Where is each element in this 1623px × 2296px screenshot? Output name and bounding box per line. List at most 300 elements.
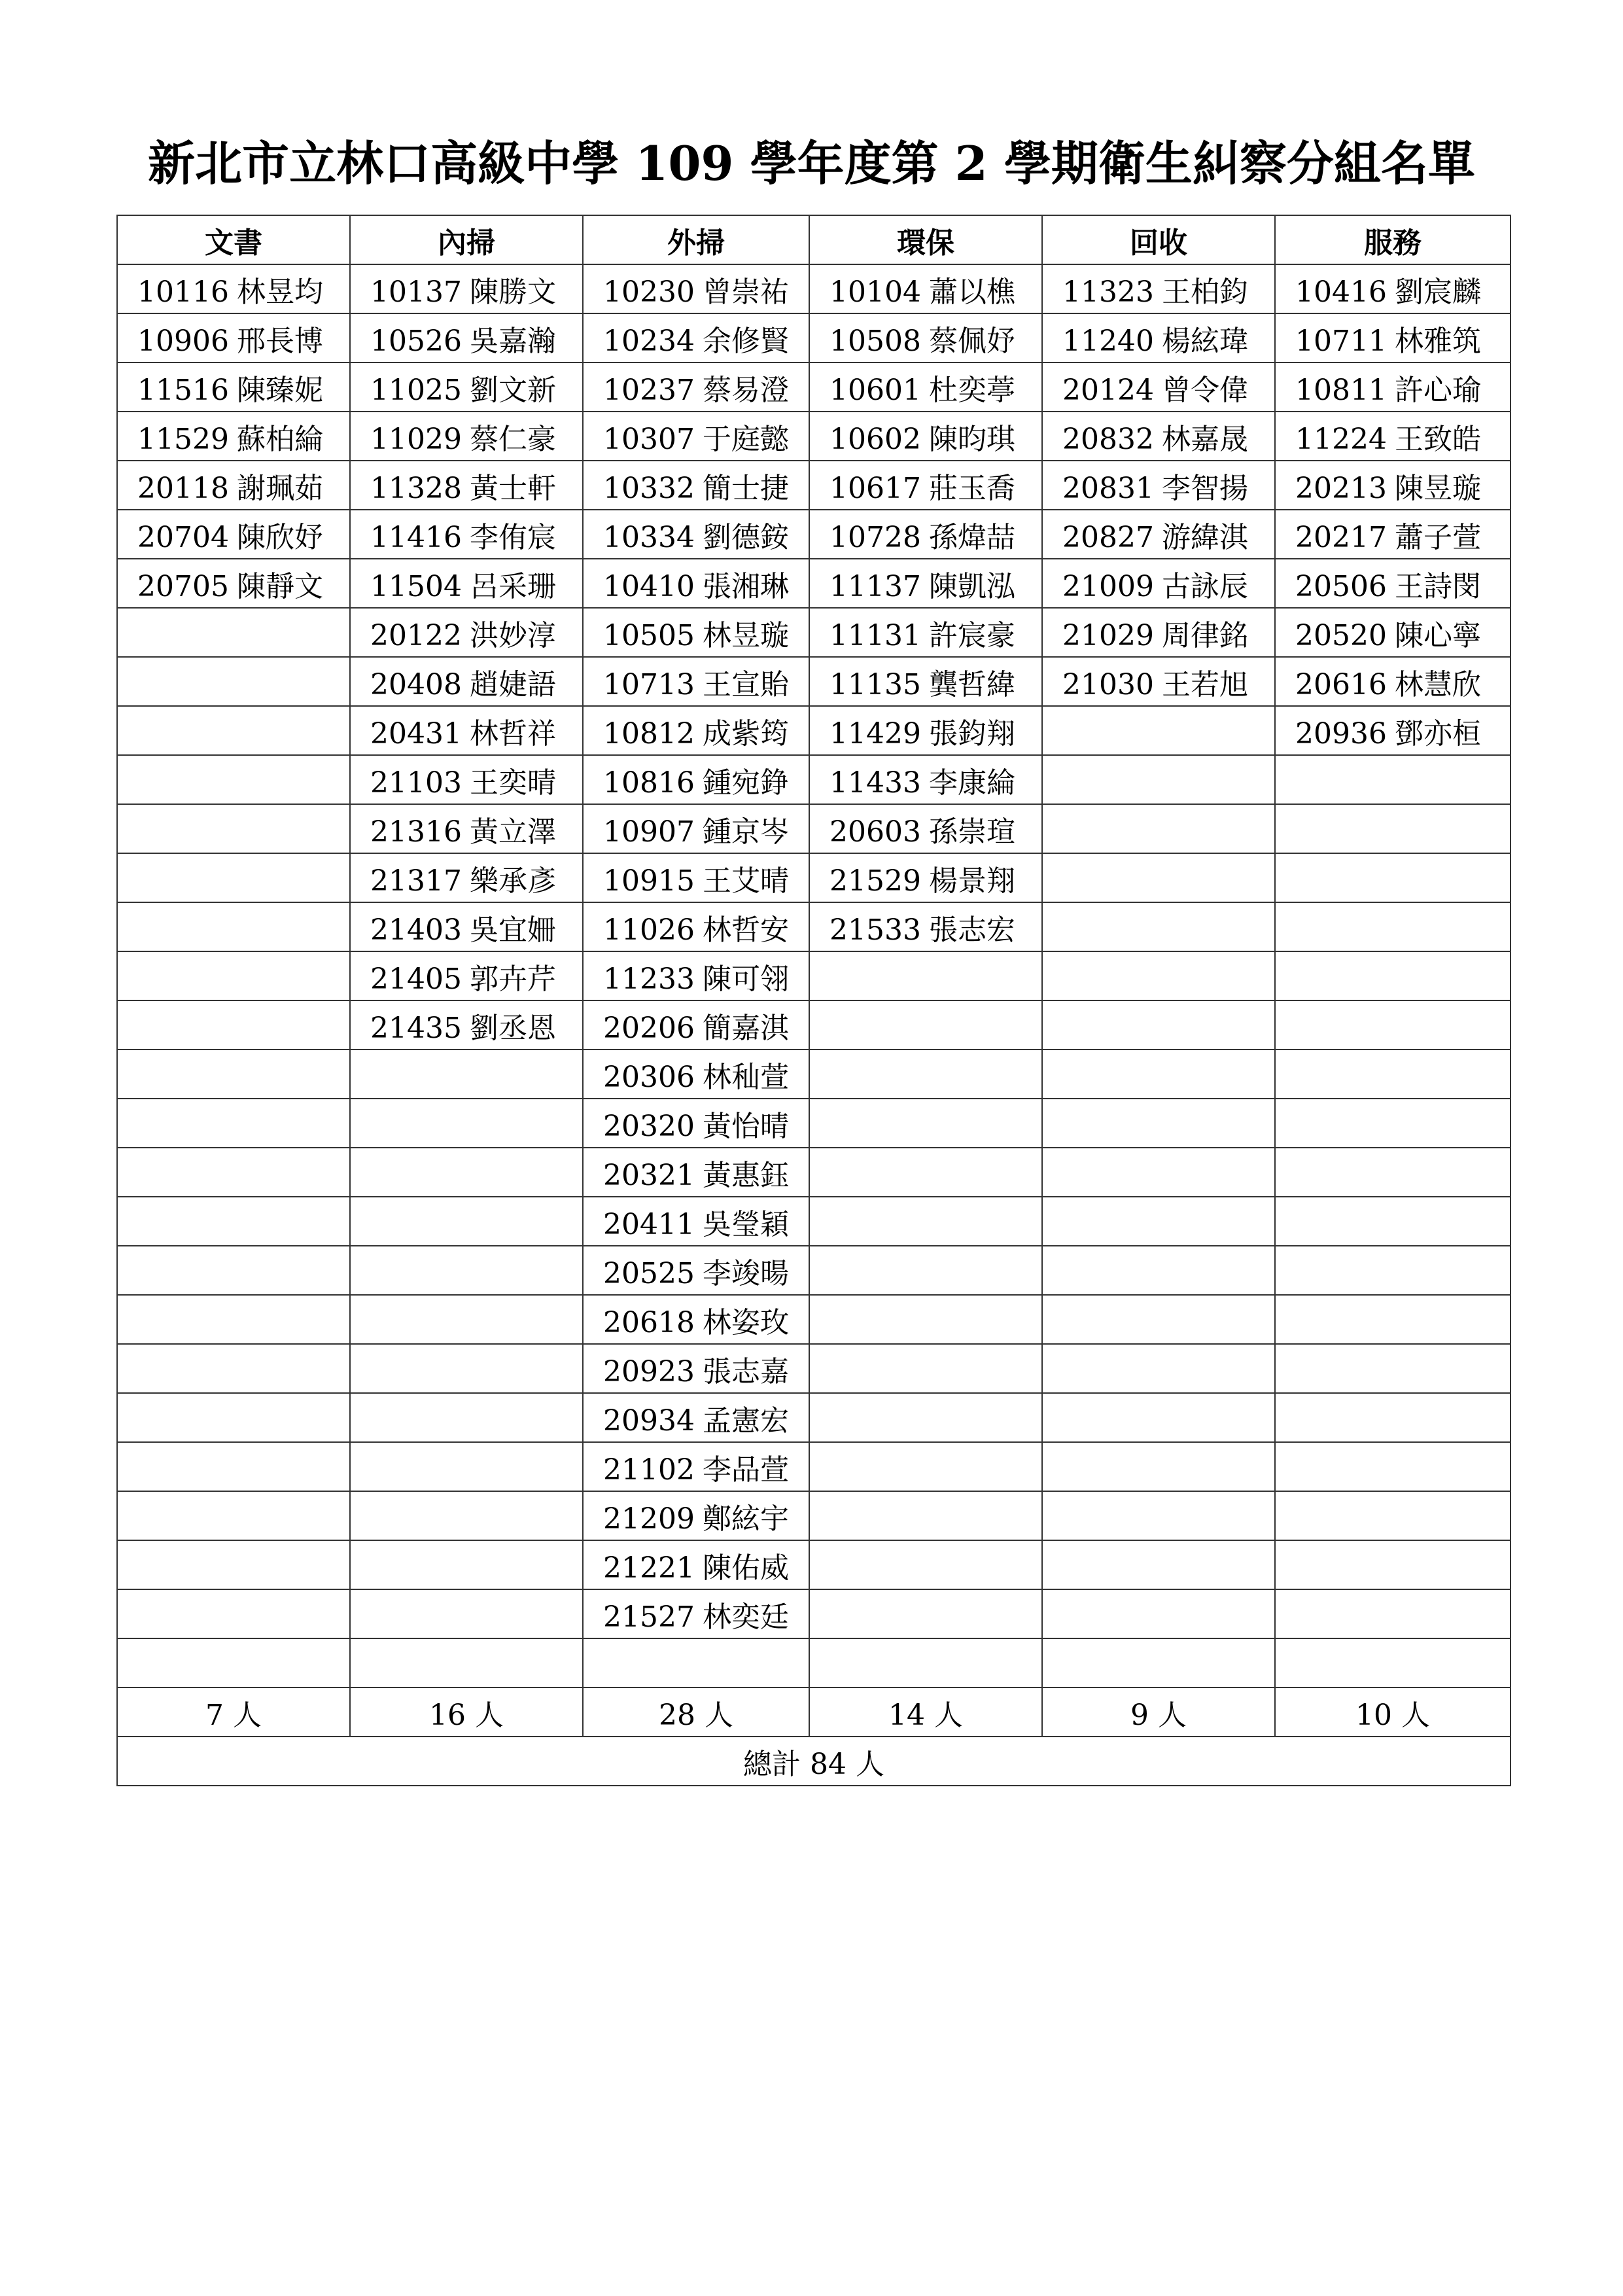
- student-name: 游緯淇: [1161, 520, 1248, 554]
- table-row: [117, 1148, 1510, 1197]
- student-id: 11224: [1295, 422, 1387, 456]
- student-name: 王艾晴: [702, 864, 789, 898]
- total-row: [117, 1737, 1510, 1786]
- member-cell: [1042, 755, 1275, 804]
- table-row: [117, 706, 1510, 755]
- member-cell: [809, 510, 1042, 559]
- member-cell: [809, 1442, 1042, 1491]
- student-name: 曾令偉: [1161, 373, 1248, 407]
- student-name: 余修賢: [702, 324, 789, 358]
- student-id: 10237: [603, 373, 695, 407]
- member-cell: [809, 1540, 1042, 1589]
- member-cell: [1042, 902, 1275, 951]
- member-cell: [583, 608, 809, 657]
- member-cell: [583, 1148, 809, 1197]
- member-cell: [117, 804, 350, 853]
- member-cell: [1042, 313, 1275, 362]
- student-id: 11429: [829, 716, 921, 751]
- student-name: 蕭以樵: [928, 275, 1015, 309]
- student-name: 黃惠鈺: [702, 1158, 789, 1192]
- member-cell: [350, 362, 583, 412]
- student-id: 21403: [370, 913, 462, 947]
- student-name: 曾崇祐: [702, 275, 789, 309]
- member-cell: [1275, 1589, 1510, 1638]
- member-cell: [583, 1442, 809, 1491]
- student-id: 11135: [829, 667, 921, 701]
- member-cell: [809, 1344, 1042, 1393]
- member-cell: [350, 1491, 583, 1540]
- student-name: 林雅筑: [1394, 324, 1481, 358]
- member-cell: [1275, 755, 1510, 804]
- student-id: 10332: [603, 471, 695, 505]
- student-name: 林哲祥: [469, 716, 556, 751]
- member-cell: [583, 1589, 809, 1638]
- member-cell: [583, 951, 809, 1000]
- table-row: [117, 1295, 1510, 1344]
- member-cell: [809, 313, 1042, 362]
- student-id: 11131: [829, 618, 921, 652]
- group-count: 9 人: [1042, 1687, 1275, 1737]
- student-id: 20520: [1295, 618, 1387, 652]
- member-cell: [583, 313, 809, 362]
- student-id: 10906: [137, 324, 229, 358]
- member-cell: [1275, 1050, 1510, 1099]
- student-name: 杜奕葶: [928, 373, 1015, 407]
- group-count: 10 人: [1275, 1687, 1510, 1737]
- student-name: 吳瑩穎: [702, 1207, 789, 1241]
- member-cell: [350, 1099, 583, 1148]
- member-cell: [583, 264, 809, 313]
- member-cell: [809, 264, 1042, 313]
- student-id: 21317: [370, 864, 462, 898]
- student-id: 20217: [1295, 520, 1387, 554]
- member-cell: [583, 902, 809, 951]
- member-cell: [1275, 1148, 1510, 1197]
- member-cell: [809, 1148, 1042, 1197]
- member-cell: [583, 412, 809, 461]
- student-name: 李竣暘: [702, 1256, 789, 1290]
- student-name: 楊景翔: [928, 864, 1015, 898]
- member-cell: [1275, 362, 1510, 412]
- member-cell: [809, 1393, 1042, 1442]
- group-count: 7 人: [117, 1687, 350, 1737]
- student-id: 11240: [1062, 324, 1154, 358]
- member-cell: [350, 1295, 583, 1344]
- member-cell: [350, 853, 583, 902]
- student-id: 21435: [370, 1011, 462, 1045]
- table-row: [117, 804, 1510, 853]
- student-id: 20827: [1062, 520, 1154, 554]
- column-header-fuwu: 服務: [1275, 215, 1510, 264]
- member-cell: [809, 1295, 1042, 1344]
- member-cell: [1042, 1295, 1275, 1344]
- member-cell: [809, 1246, 1042, 1295]
- student-id: 10713: [603, 667, 695, 701]
- student-id: 20704: [137, 520, 229, 554]
- member-cell: [117, 1589, 350, 1638]
- member-cell: [809, 1099, 1042, 1148]
- member-cell: [1042, 362, 1275, 412]
- student-name: 王奕晴: [469, 766, 556, 800]
- member-cell: [1275, 951, 1510, 1000]
- member-cell: [117, 608, 350, 657]
- table-row: [117, 1540, 1510, 1589]
- member-cell: [1042, 559, 1275, 608]
- student-name: 劉宸麟: [1394, 275, 1481, 309]
- member-cell: [583, 362, 809, 412]
- student-id: 10601: [829, 373, 921, 407]
- member-cell: [1275, 1099, 1510, 1148]
- table-row: [117, 1246, 1510, 1295]
- member-cell: [350, 1246, 583, 1295]
- student-id: 10602: [829, 422, 921, 456]
- member-cell: [350, 559, 583, 608]
- student-name: 王若旭: [1161, 667, 1248, 701]
- student-name: 張湘琳: [702, 569, 789, 603]
- student-name: 古詠辰: [1161, 569, 1248, 603]
- student-id: 10907: [603, 815, 695, 849]
- student-name: 于庭懿: [702, 422, 789, 456]
- member-cell: [583, 657, 809, 706]
- member-cell: [1275, 608, 1510, 657]
- member-cell: [1275, 264, 1510, 313]
- student-name: 林姿玫: [702, 1305, 789, 1339]
- member-cell: [583, 1344, 809, 1393]
- student-name: 劉德銨: [702, 520, 789, 554]
- student-name: 邢長博: [236, 324, 323, 358]
- member-cell: [809, 804, 1042, 853]
- student-id: 21102: [603, 1453, 695, 1487]
- student-id: 10711: [1295, 324, 1387, 358]
- student-id: 20320: [603, 1109, 695, 1143]
- member-cell: [350, 1393, 583, 1442]
- student-name: 陳佑威: [702, 1551, 789, 1585]
- student-name: 林奕廷: [702, 1600, 789, 1634]
- member-cell: [1042, 804, 1275, 853]
- member-cell: [1275, 1393, 1510, 1442]
- member-cell: [1275, 1442, 1510, 1491]
- member-cell: [1042, 412, 1275, 461]
- table-row: [117, 264, 1510, 313]
- student-name: 簡士捷: [702, 471, 789, 505]
- member-cell: [1042, 510, 1275, 559]
- student-name: 許心瑜: [1394, 373, 1481, 407]
- student-id: 20616: [1295, 667, 1387, 701]
- member-cell: [809, 1000, 1042, 1050]
- member-cell: [809, 1197, 1042, 1246]
- member-cell: [809, 412, 1042, 461]
- member-cell: [117, 1246, 350, 1295]
- member-cell: [117, 1099, 350, 1148]
- student-id: 10526: [370, 324, 462, 358]
- student-name: 蕭子萱: [1394, 520, 1481, 554]
- student-id: 11516: [137, 373, 229, 407]
- student-id: 20525: [603, 1256, 695, 1290]
- member-cell: [350, 264, 583, 313]
- member-cell: [809, 755, 1042, 804]
- student-name: 樂承彥: [469, 864, 556, 898]
- member-cell: [117, 1491, 350, 1540]
- member-cell: [1275, 853, 1510, 902]
- member-cell: [1042, 1540, 1275, 1589]
- member-cell: [1275, 559, 1510, 608]
- student-id: 10617: [829, 471, 921, 505]
- student-id: 20603: [829, 815, 921, 849]
- member-cell: [1042, 264, 1275, 313]
- student-name: 黃立澤: [469, 815, 556, 849]
- member-cell: [1275, 657, 1510, 706]
- student-name: 楊絃瑋: [1161, 324, 1248, 358]
- member-cell: [117, 902, 350, 951]
- group-count: 16 人: [350, 1687, 583, 1737]
- student-id: 21529: [829, 864, 921, 898]
- student-name: 李侑宸: [469, 520, 556, 554]
- member-cell: [117, 853, 350, 902]
- student-id: 20306: [603, 1060, 695, 1094]
- student-name: 鍾京岑: [702, 815, 789, 849]
- member-cell: [1042, 1491, 1275, 1540]
- member-cell: [117, 461, 350, 510]
- column-header-wenshu: 文書: [117, 215, 350, 264]
- member-cell: [350, 1638, 583, 1687]
- student-id: 20213: [1295, 471, 1387, 505]
- member-cell: [583, 853, 809, 902]
- table-row: [117, 1000, 1510, 1050]
- member-cell: [350, 608, 583, 657]
- member-cell: [350, 313, 583, 362]
- member-cell: [583, 1295, 809, 1344]
- student-name: 陳欣妤: [236, 520, 323, 554]
- member-cell: [350, 1344, 583, 1393]
- table-row: [117, 1344, 1510, 1393]
- member-cell: [1275, 461, 1510, 510]
- member-cell: [583, 1246, 809, 1295]
- student-id: 10230: [603, 275, 695, 309]
- table-row: [117, 1197, 1510, 1246]
- table-row: [117, 1393, 1510, 1442]
- member-cell: [117, 706, 350, 755]
- group-count: 28 人: [583, 1687, 809, 1737]
- student-name: 李康綸: [928, 766, 1015, 800]
- member-cell: [350, 657, 583, 706]
- student-id: 10508: [829, 324, 921, 358]
- student-id: 21533: [829, 913, 921, 947]
- student-name: 林秈萱: [702, 1060, 789, 1094]
- member-cell: [1275, 1197, 1510, 1246]
- student-id: 10812: [603, 716, 695, 751]
- member-cell: [809, 608, 1042, 657]
- member-cell: [1042, 1638, 1275, 1687]
- student-name: 呂采珊: [469, 569, 556, 603]
- table-row: [117, 1050, 1510, 1099]
- student-id: 21405: [370, 962, 462, 996]
- student-id: 20923: [603, 1354, 695, 1388]
- student-id: 21029: [1062, 618, 1154, 652]
- member-cell: [1275, 1638, 1510, 1687]
- member-cell: [1042, 1393, 1275, 1442]
- member-cell: [1042, 1099, 1275, 1148]
- student-name: 陳凱泓: [928, 569, 1015, 603]
- student-name: 吳嘉瀚: [469, 324, 556, 358]
- member-cell: [1275, 706, 1510, 755]
- member-cell: [809, 1589, 1042, 1638]
- member-cell: [583, 461, 809, 510]
- student-name: 李品萱: [702, 1453, 789, 1487]
- member-cell: [117, 313, 350, 362]
- table-row: [117, 902, 1510, 951]
- student-name: 成紫筠: [702, 716, 789, 751]
- member-cell: [117, 1344, 350, 1393]
- student-name: 趙婕語: [469, 667, 556, 701]
- member-cell: [117, 559, 350, 608]
- header-row: [117, 215, 1510, 264]
- student-id: 20411: [603, 1207, 695, 1241]
- member-cell: [117, 1050, 350, 1099]
- student-id: 11137: [829, 569, 921, 603]
- member-cell: [1042, 1050, 1275, 1099]
- student-id: 10728: [829, 520, 921, 554]
- member-cell: [1042, 853, 1275, 902]
- member-cell: [1042, 1344, 1275, 1393]
- page-title: 新北市立林口高級中學 109 學年度第 2 學期衛生糾察分組名單: [148, 135, 1475, 191]
- column-header-huanbao: 環保: [809, 215, 1042, 264]
- member-cell: [1042, 1148, 1275, 1197]
- student-id: 10811: [1295, 373, 1387, 407]
- member-cell: [350, 1050, 583, 1099]
- member-cell: [117, 951, 350, 1000]
- member-cell: [583, 755, 809, 804]
- member-cell: [1042, 1589, 1275, 1638]
- student-id: 20506: [1295, 569, 1387, 603]
- table-row: [117, 1491, 1510, 1540]
- member-cell: [809, 559, 1042, 608]
- member-cell: [350, 804, 583, 853]
- member-cell: [350, 1442, 583, 1491]
- table-row: [117, 755, 1510, 804]
- member-cell: [809, 951, 1042, 1000]
- member-cell: [1042, 1246, 1275, 1295]
- student-id: 11233: [603, 962, 695, 996]
- member-cell: [1275, 412, 1510, 461]
- student-id: 20124: [1062, 373, 1154, 407]
- student-id: 21316: [370, 815, 462, 849]
- student-id: 11025: [370, 373, 462, 407]
- count-row: [117, 1687, 1510, 1737]
- table-row: [117, 313, 1510, 362]
- member-cell: [350, 1148, 583, 1197]
- member-cell: [1275, 1540, 1510, 1589]
- student-id: 11416: [370, 520, 462, 554]
- student-name: 鍾宛錚: [702, 766, 789, 800]
- member-cell: [1275, 1295, 1510, 1344]
- table-row: [117, 853, 1510, 902]
- roster-body: [117, 264, 1510, 1687]
- member-cell: [809, 1638, 1042, 1687]
- student-name: 吳宜姍: [469, 913, 556, 947]
- student-id: 21103: [370, 766, 462, 800]
- student-name: 陳昱璇: [1394, 471, 1481, 505]
- table-row: [117, 461, 1510, 510]
- group-count: 14 人: [809, 1687, 1042, 1737]
- student-name: 陳靜文: [236, 569, 323, 603]
- student-name: 蔡佩妤: [928, 324, 1015, 358]
- student-id: 21009: [1062, 569, 1154, 603]
- member-cell: [117, 657, 350, 706]
- student-id: 20206: [603, 1011, 695, 1045]
- member-cell: [1275, 902, 1510, 951]
- student-name: 謝珮茹: [236, 471, 323, 505]
- member-cell: [583, 1099, 809, 1148]
- column-header-waisao: 外掃: [583, 215, 809, 264]
- student-id: 21221: [603, 1551, 695, 1585]
- student-id: 10104: [829, 275, 921, 309]
- member-cell: [583, 804, 809, 853]
- member-cell: [1042, 1000, 1275, 1050]
- member-cell: [350, 755, 583, 804]
- member-cell: [1275, 1344, 1510, 1393]
- table-row: [117, 1442, 1510, 1491]
- student-name: 孫煒喆: [928, 520, 1015, 554]
- member-cell: [1042, 951, 1275, 1000]
- student-name: 孟憲宏: [702, 1404, 789, 1438]
- member-cell: [1275, 510, 1510, 559]
- student-name: 張志嘉: [702, 1354, 789, 1388]
- student-id: 10334: [603, 520, 695, 554]
- member-cell: [117, 510, 350, 559]
- table-row: [117, 362, 1510, 412]
- member-cell: [117, 1638, 350, 1687]
- member-cell: [583, 706, 809, 755]
- student-id: 11323: [1062, 275, 1154, 309]
- member-cell: [350, 1000, 583, 1050]
- student-id: 21527: [603, 1600, 695, 1634]
- member-cell: [1042, 1442, 1275, 1491]
- student-name: 王致皓: [1394, 422, 1481, 456]
- member-cell: [350, 412, 583, 461]
- student-name: 陳昀琪: [928, 422, 1015, 456]
- student-name: 洪妙淳: [469, 618, 556, 652]
- member-cell: [583, 559, 809, 608]
- student-id: 10234: [603, 324, 695, 358]
- student-name: 孫崇瑄: [928, 815, 1015, 849]
- table-row: [117, 1099, 1510, 1148]
- member-cell: [1042, 1197, 1275, 1246]
- student-id: 10410: [603, 569, 695, 603]
- student-name: 林慧欣: [1394, 667, 1481, 701]
- student-id: 11328: [370, 471, 462, 505]
- student-name: 王柏鈞: [1161, 275, 1248, 309]
- student-name: 許宸豪: [928, 618, 1015, 652]
- member-cell: [117, 1442, 350, 1491]
- member-cell: [350, 510, 583, 559]
- student-id: 21030: [1062, 667, 1154, 701]
- student-id: 10816: [603, 766, 695, 800]
- table-row: [117, 510, 1510, 559]
- member-cell: [809, 1050, 1042, 1099]
- student-id: 21209: [603, 1502, 695, 1536]
- student-name: 張志宏: [928, 913, 1015, 947]
- student-id: 10505: [603, 618, 695, 652]
- student-name: 莊玉喬: [928, 471, 1015, 505]
- student-name: 陳心寧: [1394, 618, 1481, 652]
- member-cell: [1275, 804, 1510, 853]
- member-cell: [583, 510, 809, 559]
- student-id: 20321: [603, 1158, 695, 1192]
- member-cell: [583, 1491, 809, 1540]
- member-cell: [809, 706, 1042, 755]
- member-cell: [1042, 657, 1275, 706]
- student-id: 20934: [603, 1404, 695, 1438]
